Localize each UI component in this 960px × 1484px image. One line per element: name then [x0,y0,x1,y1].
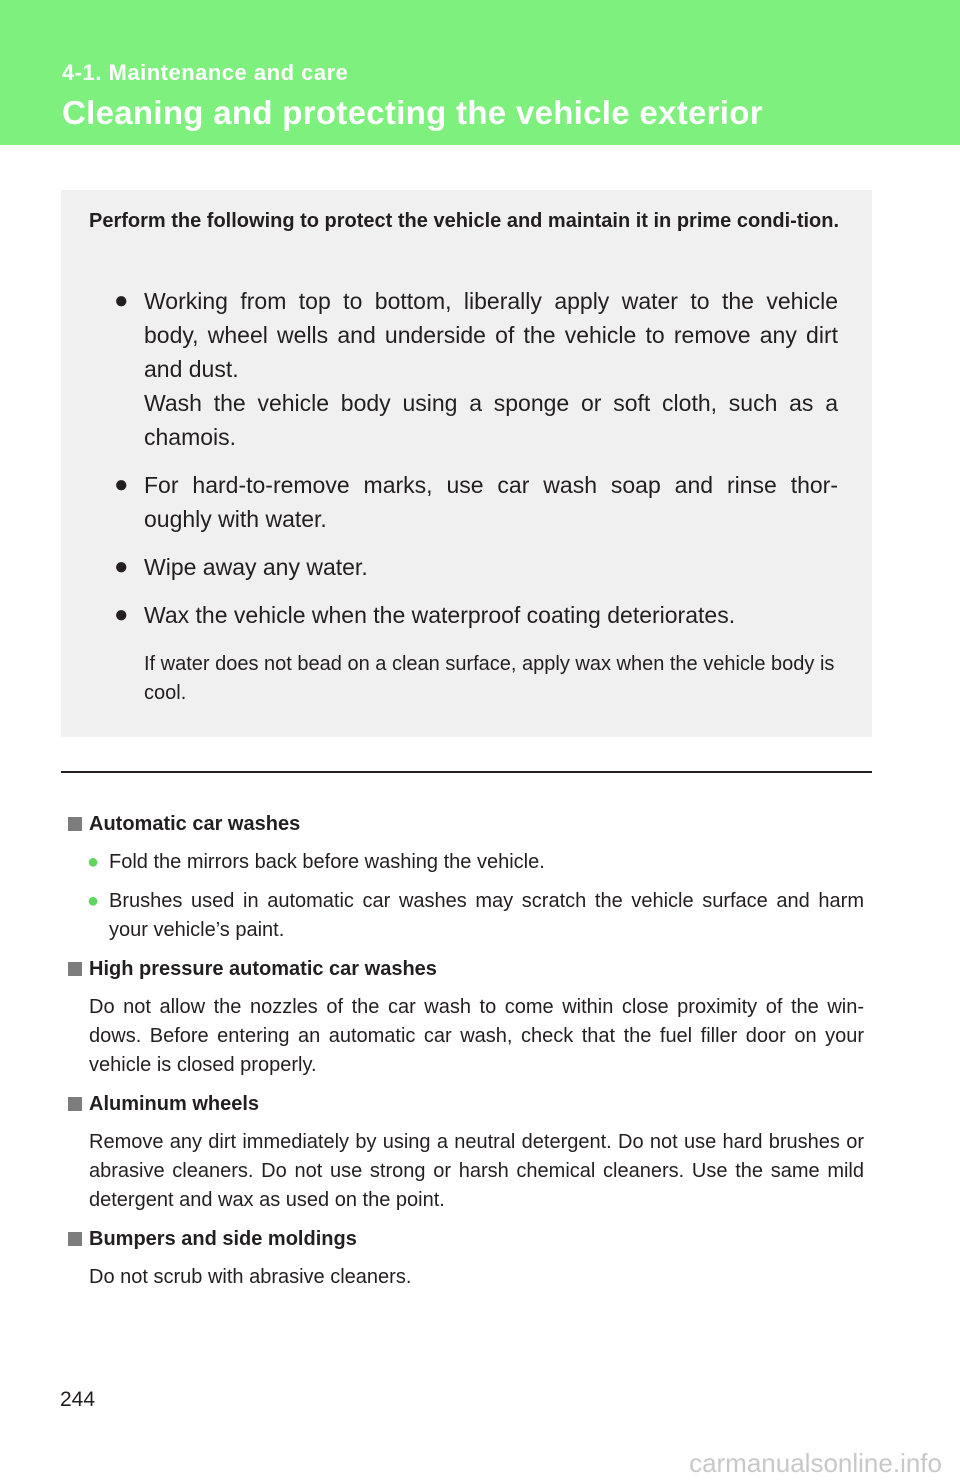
bullet-text: Wipe away any water. [144,554,368,580]
info-box [61,190,872,737]
divider [61,771,872,773]
bullet-text: Wax the vehicle when the waterproof coating deteriorates. [144,602,736,628]
square-bullet-icon [68,962,82,976]
heading-high-pressure: High pressure automatic car washes [68,955,864,983]
heading-bumpers: Bumpers and side moldings [68,1225,864,1253]
bullet-text: For hard-to-remove marks, use car wash soap and rinse thor-oughly with water. [144,472,838,532]
watermark: carmanualsonline.info [689,1448,942,1478]
notes-section [68,800,864,1292]
high-pressure-text: Do not allow the nozzles of the car wash to come within close proximity of the win-dows. Before entering an automatic car wash, check that the fuel filler door on your vehicle is closed properly. [89,996,864,1076]
bullet-dot-icon: ● [114,601,129,628]
green-dot-icon: ● [87,851,100,873]
bullet-dot-icon: ● [114,553,129,580]
square-bullet-icon [68,1232,82,1246]
heading-aluminum-wheels: Aluminum wheels [68,1090,864,1118]
bullet-item [114,284,838,454]
page-number: 244 [60,1388,96,1411]
list-item: ● Fold the mirrors back before washing the vehicle. [68,848,864,877]
bullet-list [114,284,838,708]
list-item: ● Brushes used in automatic car washes may scratch the vehicle surface and harm your vehicle’s paint. [68,887,864,945]
bullet-item [114,598,838,632]
square-bullet-icon [68,817,82,831]
bullet-text: Wash the vehicle body using a sponge or soft cloth, such as a chamois. [144,390,838,450]
page-title: Cleaning and protecting the vehicle exterior [62,94,763,131]
aluminum-wheels-text: Remove any dirt immediately by using a neutral detergent. Do not use hard brushes or abrasive cleaners. Do not use strong or harsh chemical cleaners. Use the same mild detergent and wax as used on the point. [89,1131,864,1211]
bullet-dot-icon: ● [114,471,129,498]
bumpers-text: Do not scrub with abrasive cleaners. [89,1266,412,1288]
intro-text: Perform the following to protect the vehicle and maintain it in prime condi-tion. [89,210,840,232]
square-bullet-icon [68,1097,82,1111]
header-banner [0,0,960,145]
bullet-item [114,550,838,584]
green-dot-icon: ● [87,890,100,912]
heading-automatic-car-washes: Automatic car washes [68,810,864,838]
bullet-text: Working from top to bottom, liberally apply water to the vehicle body, wheel wells and underside of the vehicle to remove any dirt and dust. [144,288,838,382]
wax-note: If water does not bead on a clean surface, apply wax when the vehicle body is cool. [144,653,835,704]
section-label: 4-1. Maintenance and care [62,60,349,85]
bullet-item [114,468,838,536]
bullet-dot-icon: ● [114,287,129,314]
